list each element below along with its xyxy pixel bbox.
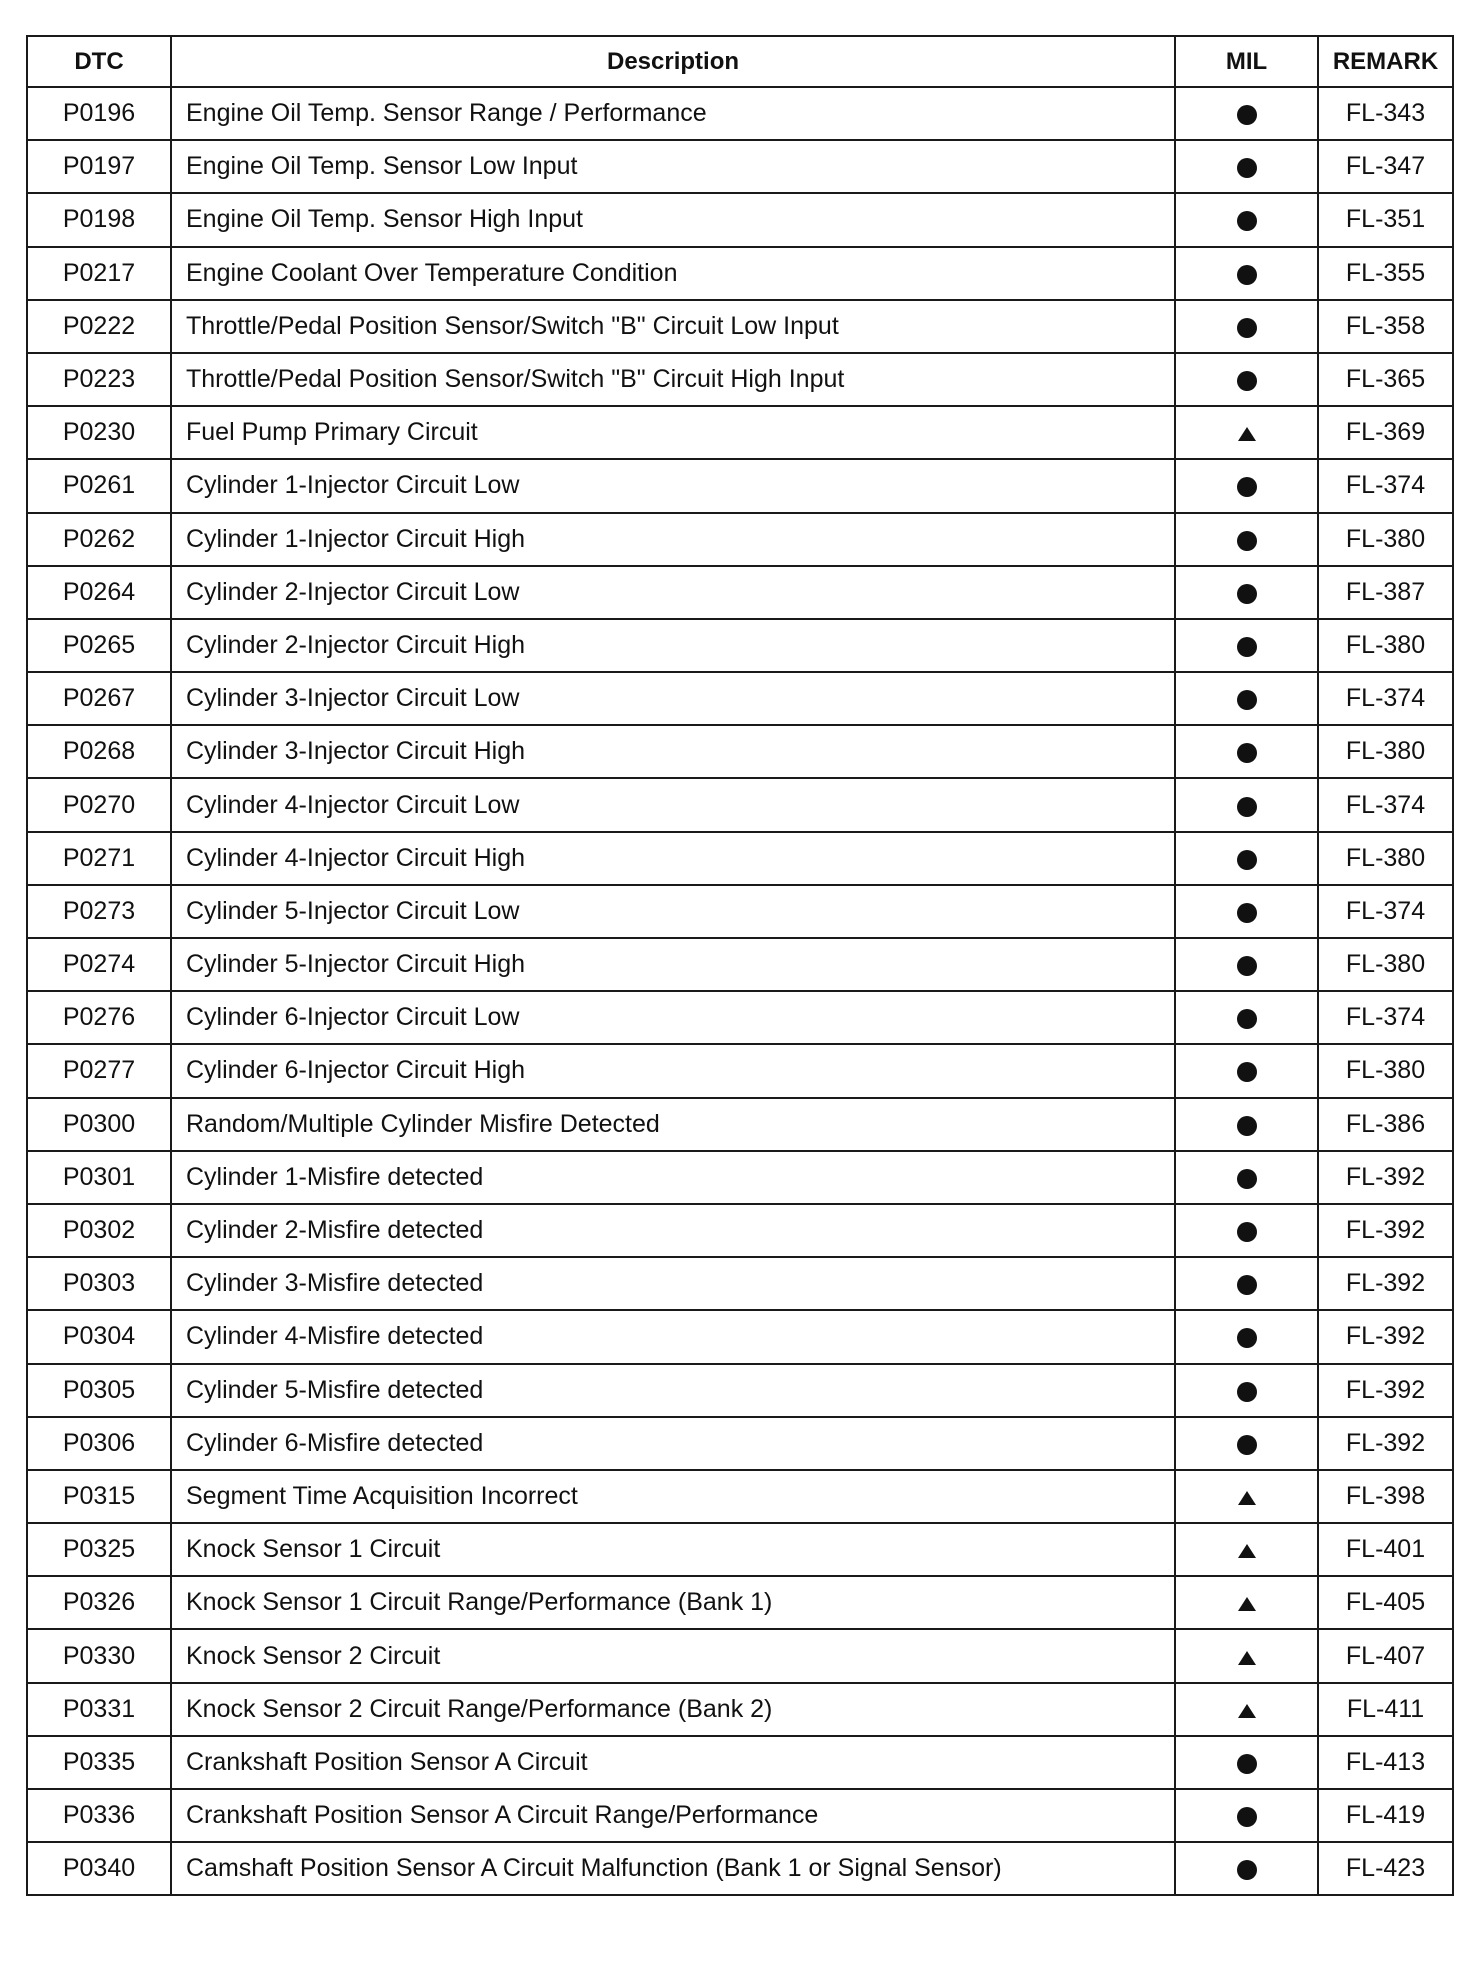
dtc-code: P0331 [27, 1683, 171, 1736]
dtc-description: Cylinder 3-Injector Circuit Low [171, 672, 1175, 725]
mil-cell [1175, 1736, 1318, 1789]
header-mil: MIL [1175, 36, 1318, 87]
mil-dot-icon [1234, 528, 1260, 554]
dtc-code: P0301 [27, 1151, 171, 1204]
header-dtc: DTC [27, 36, 171, 87]
table-row [27, 1576, 1453, 1629]
mil-triangle-icon [1234, 1645, 1260, 1671]
table-row [27, 247, 1453, 300]
dtc-description: Cylinder 4-Injector Circuit High [171, 832, 1175, 885]
mil-cell [1175, 87, 1318, 140]
remark-reference: FL-380 [1318, 832, 1453, 885]
mil-dot-icon [1234, 315, 1260, 341]
dtc-code: P0277 [27, 1044, 171, 1097]
mil-dot-icon [1234, 1751, 1260, 1777]
mil-dot-icon [1234, 900, 1260, 926]
remark-reference: FL-374 [1318, 778, 1453, 831]
dtc-description: Cylinder 6-Injector Circuit Low [171, 991, 1175, 1044]
mil-cell [1175, 1629, 1318, 1682]
mil-cell [1175, 1310, 1318, 1363]
mil-dot-icon [1234, 368, 1260, 394]
dtc-description: Knock Sensor 1 Circuit Range/Performance (Bank 1) [171, 1576, 1175, 1629]
dtc-code: P0223 [27, 353, 171, 406]
dtc-code: P0196 [27, 87, 171, 140]
dtc-description: Cylinder 5-Misfire detected [171, 1364, 1175, 1417]
remark-reference: FL-386 [1318, 1098, 1453, 1151]
table-row [27, 1204, 1453, 1257]
mil-dot-icon [1234, 1325, 1260, 1351]
dtc-description: Random/Multiple Cylinder Misfire Detected [171, 1098, 1175, 1151]
table-row [27, 991, 1453, 1044]
table-body [27, 87, 1453, 1895]
mil-cell [1175, 1044, 1318, 1097]
remark-reference: FL-392 [1318, 1257, 1453, 1310]
remark-reference: FL-392 [1318, 1364, 1453, 1417]
dtc-code: P0265 [27, 619, 171, 672]
table-row [27, 193, 1453, 246]
dtc-description: Crankshaft Position Sensor A Circuit [171, 1736, 1175, 1789]
dtc-description: Cylinder 1-Injector Circuit High [171, 513, 1175, 566]
mil-dot-icon [1234, 634, 1260, 660]
dtc-description: Throttle/Pedal Position Sensor/Switch "B" Circuit Low Input [171, 300, 1175, 353]
mil-cell [1175, 1523, 1318, 1576]
dtc-code: P0217 [27, 247, 171, 300]
table-row [27, 1789, 1453, 1842]
remark-reference: FL-343 [1318, 87, 1453, 140]
dtc-description: Camshaft Position Sensor A Circuit Malfunction (Bank 1 or Signal Sensor) [171, 1842, 1175, 1895]
dtc-description: Throttle/Pedal Position Sensor/Switch "B" Circuit High Input [171, 353, 1175, 406]
dtc-description: Knock Sensor 1 Circuit [171, 1523, 1175, 1576]
mil-cell [1175, 1842, 1318, 1895]
mil-dot-icon [1234, 1113, 1260, 1139]
remark-reference: FL-380 [1318, 938, 1453, 991]
mil-cell [1175, 140, 1318, 193]
mil-cell [1175, 672, 1318, 725]
header-remark: REMARK [1318, 36, 1453, 87]
remark-reference: FL-358 [1318, 300, 1453, 353]
table-row [27, 1470, 1453, 1523]
mil-cell [1175, 885, 1318, 938]
table-row [27, 1736, 1453, 1789]
remark-reference: FL-347 [1318, 140, 1453, 193]
table-row [27, 1364, 1453, 1417]
remark-reference: FL-365 [1318, 353, 1453, 406]
remark-reference: FL-392 [1318, 1204, 1453, 1257]
dtc-code: P0197 [27, 140, 171, 193]
dtc-description: Cylinder 6-Misfire detected [171, 1417, 1175, 1470]
table-row [27, 87, 1453, 140]
remark-reference: FL-380 [1318, 1044, 1453, 1097]
dtc-code: P0306 [27, 1417, 171, 1470]
dtc-code: P0274 [27, 938, 171, 991]
remark-reference: FL-405 [1318, 1576, 1453, 1629]
mil-dot-icon [1234, 794, 1260, 820]
mil-cell [1175, 353, 1318, 406]
table-row [27, 725, 1453, 778]
mil-triangle-icon [1234, 421, 1260, 447]
dtc-code: P0305 [27, 1364, 171, 1417]
dtc-description: Crankshaft Position Sensor A Circuit Range/Performance [171, 1789, 1175, 1842]
mil-cell [1175, 459, 1318, 512]
mil-cell [1175, 832, 1318, 885]
dtc-code: P0303 [27, 1257, 171, 1310]
dtc-description: Engine Oil Temp. Sensor Range / Performance [171, 87, 1175, 140]
dtc-table [26, 35, 1454, 1896]
remark-reference: FL-407 [1318, 1629, 1453, 1682]
table-row [27, 406, 1453, 459]
dtc-code: P0325 [27, 1523, 171, 1576]
dtc-code: P0261 [27, 459, 171, 512]
dtc-code: P0276 [27, 991, 171, 1044]
mil-cell [1175, 1151, 1318, 1204]
dtc-code: P0315 [27, 1470, 171, 1523]
table-row [27, 1683, 1453, 1736]
mil-dot-icon [1234, 581, 1260, 607]
mil-cell [1175, 247, 1318, 300]
mil-cell [1175, 513, 1318, 566]
mil-triangle-icon [1234, 1591, 1260, 1617]
mil-dot-icon [1234, 474, 1260, 500]
table-row [27, 672, 1453, 725]
mil-cell [1175, 938, 1318, 991]
mil-triangle-icon [1234, 1698, 1260, 1724]
table-row [27, 1629, 1453, 1682]
mil-cell [1175, 725, 1318, 778]
dtc-description: Cylinder 4-Injector Circuit Low [171, 778, 1175, 831]
mil-cell [1175, 1204, 1318, 1257]
remark-reference: FL-380 [1318, 513, 1453, 566]
dtc-description: Cylinder 5-Injector Circuit Low [171, 885, 1175, 938]
mil-cell [1175, 1364, 1318, 1417]
remark-reference: FL-369 [1318, 406, 1453, 459]
mil-cell [1175, 566, 1318, 619]
dtc-code: P0271 [27, 832, 171, 885]
dtc-code: P0304 [27, 1310, 171, 1363]
mil-dot-icon [1234, 155, 1260, 181]
dtc-code: P0300 [27, 1098, 171, 1151]
remark-reference: FL-419 [1318, 1789, 1453, 1842]
table-row [27, 300, 1453, 353]
table-row [27, 140, 1453, 193]
dtc-code: P0326 [27, 1576, 171, 1629]
dtc-code: P0270 [27, 778, 171, 831]
table-row [27, 459, 1453, 512]
mil-dot-icon [1234, 1804, 1260, 1830]
dtc-description: Cylinder 1-Misfire detected [171, 1151, 1175, 1204]
remark-reference: FL-374 [1318, 885, 1453, 938]
table-row [27, 353, 1453, 406]
mil-cell [1175, 1789, 1318, 1842]
remark-reference: FL-380 [1318, 619, 1453, 672]
dtc-description: Cylinder 6-Injector Circuit High [171, 1044, 1175, 1097]
mil-dot-icon [1234, 1857, 1260, 1883]
dtc-description: Segment Time Acquisition Incorrect [171, 1470, 1175, 1523]
mil-cell [1175, 193, 1318, 246]
table-row [27, 619, 1453, 672]
dtc-description: Cylinder 4-Misfire detected [171, 1310, 1175, 1363]
remark-reference: FL-392 [1318, 1310, 1453, 1363]
dtc-description: Cylinder 3-Misfire detected [171, 1257, 1175, 1310]
dtc-description: Cylinder 5-Injector Circuit High [171, 938, 1175, 991]
dtc-code: P0267 [27, 672, 171, 725]
dtc-code: P0230 [27, 406, 171, 459]
dtc-description: Engine Oil Temp. Sensor High Input [171, 193, 1175, 246]
remark-reference: FL-380 [1318, 725, 1453, 778]
dtc-description: Knock Sensor 2 Circuit [171, 1629, 1175, 1682]
mil-dot-icon [1234, 1219, 1260, 1245]
dtc-description: Cylinder 2-Misfire detected [171, 1204, 1175, 1257]
remark-reference: FL-392 [1318, 1151, 1453, 1204]
table-row [27, 832, 1453, 885]
dtc-code: P0198 [27, 193, 171, 246]
table-row [27, 1151, 1453, 1204]
mil-dot-icon [1234, 1379, 1260, 1405]
mil-cell [1175, 991, 1318, 1044]
table-row [27, 938, 1453, 991]
mil-dot-icon [1234, 1059, 1260, 1085]
dtc-description: Engine Oil Temp. Sensor Low Input [171, 140, 1175, 193]
mil-cell [1175, 619, 1318, 672]
table-row [27, 1417, 1453, 1470]
mil-dot-icon [1234, 740, 1260, 766]
dtc-description: Cylinder 3-Injector Circuit High [171, 725, 1175, 778]
dtc-description: Engine Coolant Over Temperature Condition [171, 247, 1175, 300]
remark-reference: FL-392 [1318, 1417, 1453, 1470]
remark-reference: FL-351 [1318, 193, 1453, 246]
dtc-code: P0330 [27, 1629, 171, 1682]
remark-reference: FL-374 [1318, 991, 1453, 1044]
dtc-description: Cylinder 1-Injector Circuit Low [171, 459, 1175, 512]
table-row [27, 1842, 1453, 1895]
remark-reference: FL-413 [1318, 1736, 1453, 1789]
mil-dot-icon [1234, 847, 1260, 873]
table-row [27, 1098, 1453, 1151]
remark-reference: FL-401 [1318, 1523, 1453, 1576]
table-row [27, 1310, 1453, 1363]
dtc-code: P0262 [27, 513, 171, 566]
mil-cell [1175, 1257, 1318, 1310]
remark-reference: FL-411 [1318, 1683, 1453, 1736]
dtc-code: P0268 [27, 725, 171, 778]
dtc-code: P0340 [27, 1842, 171, 1895]
dtc-code: P0264 [27, 566, 171, 619]
mil-dot-icon [1234, 1166, 1260, 1192]
mil-triangle-icon [1234, 1538, 1260, 1564]
mil-dot-icon [1234, 1272, 1260, 1298]
remark-reference: FL-374 [1318, 672, 1453, 725]
mil-cell [1175, 1576, 1318, 1629]
dtc-code: P0302 [27, 1204, 171, 1257]
table-row [27, 1523, 1453, 1576]
remark-reference: FL-355 [1318, 247, 1453, 300]
mil-cell [1175, 300, 1318, 353]
mil-cell [1175, 1470, 1318, 1523]
table-header-row [27, 36, 1453, 87]
mil-dot-icon [1234, 102, 1260, 128]
mil-dot-icon [1234, 262, 1260, 288]
mil-cell [1175, 1098, 1318, 1151]
dtc-description: Cylinder 2-Injector Circuit Low [171, 566, 1175, 619]
header-description: Description [171, 36, 1175, 87]
mil-dot-icon [1234, 953, 1260, 979]
dtc-description: Cylinder 2-Injector Circuit High [171, 619, 1175, 672]
mil-cell [1175, 1683, 1318, 1736]
mil-dot-icon [1234, 208, 1260, 234]
remark-reference: FL-387 [1318, 566, 1453, 619]
mil-dot-icon [1234, 687, 1260, 713]
table-row [27, 513, 1453, 566]
dtc-code: P0273 [27, 885, 171, 938]
dtc-code: P0335 [27, 1736, 171, 1789]
mil-cell [1175, 406, 1318, 459]
mil-dot-icon [1234, 1006, 1260, 1032]
dtc-description: Knock Sensor 2 Circuit Range/Performance (Bank 2) [171, 1683, 1175, 1736]
mil-dot-icon [1234, 1432, 1260, 1458]
remark-reference: FL-374 [1318, 459, 1453, 512]
dtc-description: Fuel Pump Primary Circuit [171, 406, 1175, 459]
remark-reference: FL-423 [1318, 1842, 1453, 1895]
table-row [27, 1257, 1453, 1310]
table-row [27, 885, 1453, 938]
table-row [27, 566, 1453, 619]
dtc-code: P0336 [27, 1789, 171, 1842]
table-row [27, 1044, 1453, 1097]
mil-triangle-icon [1234, 1485, 1260, 1511]
remark-reference: FL-398 [1318, 1470, 1453, 1523]
table-row [27, 778, 1453, 831]
dtc-code: P0222 [27, 300, 171, 353]
mil-cell [1175, 778, 1318, 831]
mil-cell [1175, 1417, 1318, 1470]
